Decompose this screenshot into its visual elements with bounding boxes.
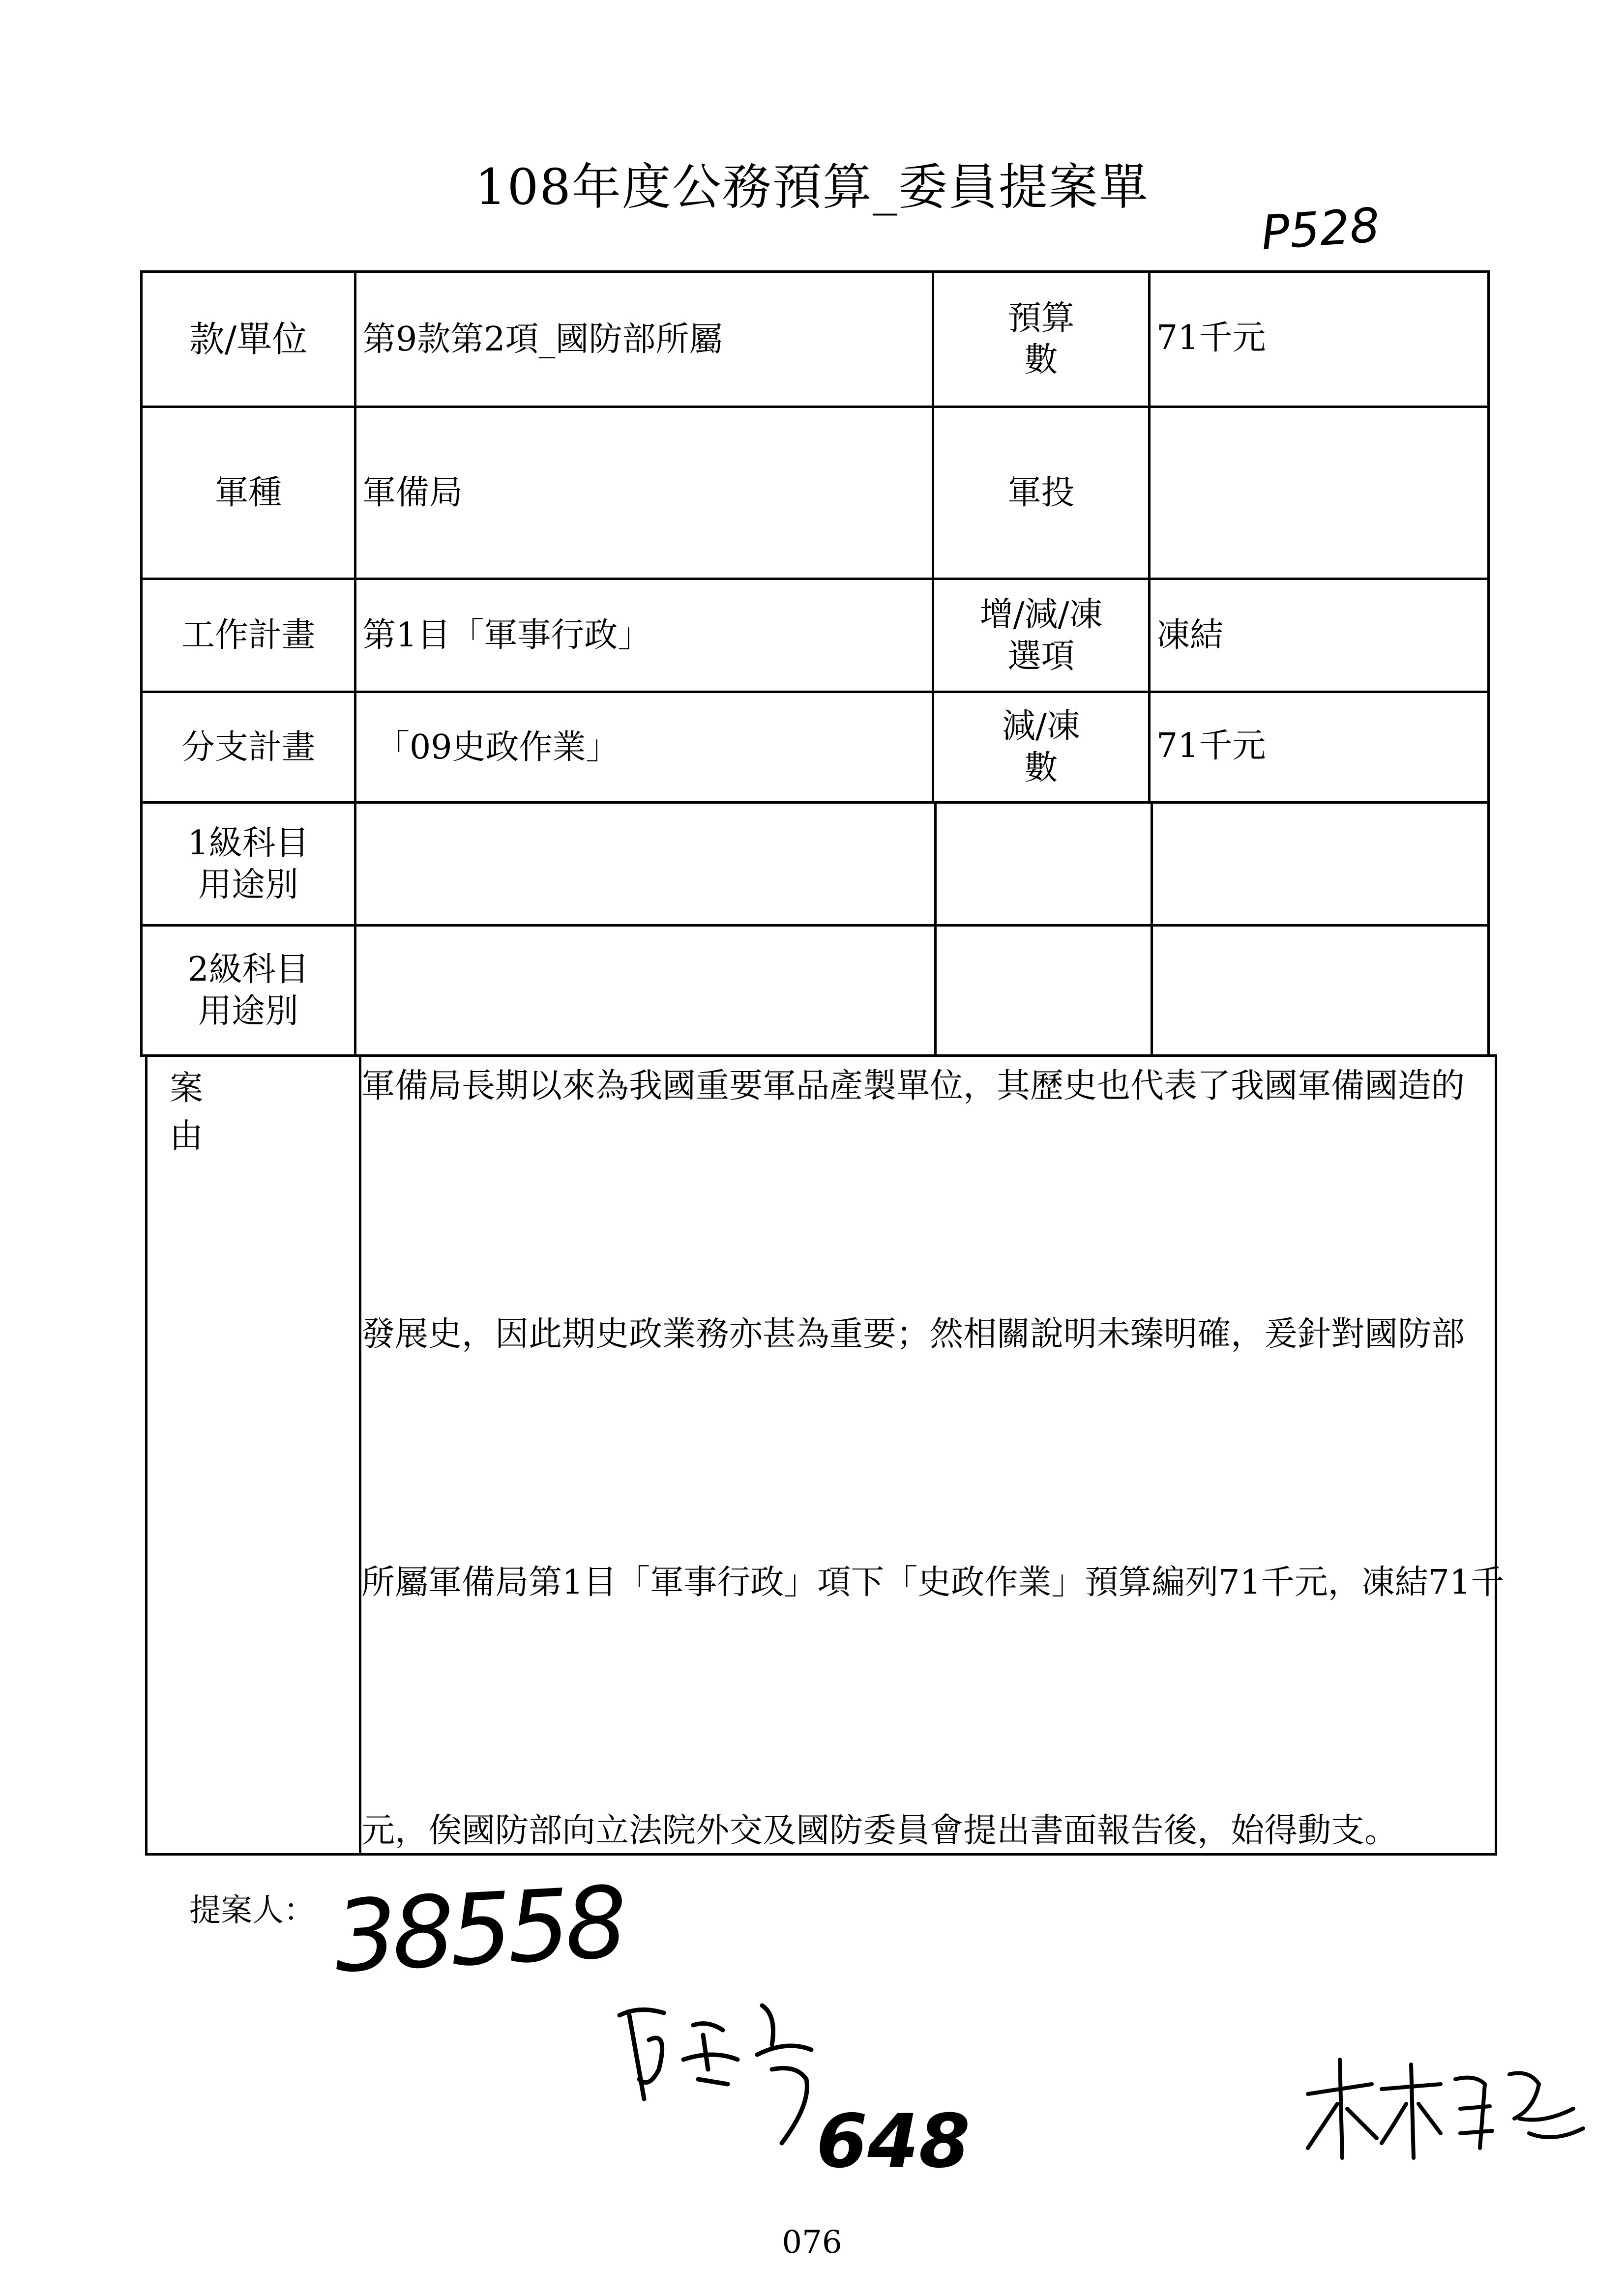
adjustment-option-label: 增/減/凍 選項 [932,578,1151,693]
military-investment-label: 軍投 [932,406,1151,580]
work-plan-label: 工作計畫 [140,578,356,693]
reduction-amount-label: 減/凍 數 [932,691,1151,804]
page-number: 076 [782,2224,842,2261]
reason-label: 案 由 [170,1069,273,1156]
unit-value: 第9款第2項_國防部所屬 [354,270,934,408]
reason-line-3: 所屬軍備局第1目「軍事行政」項下「史政作業」預算編列71千元，凍結71千 [361,1563,1505,1602]
signature-2-drawing [1298,2050,1593,2168]
level2-item-sub-value [1151,924,1490,1057]
level1-item-sub-label [934,801,1153,927]
branch-label: 軍種 [140,406,356,580]
reduction-amount-value: 71千元 [1148,691,1490,804]
level1-item-label: 1級科目 用途別 [140,801,356,927]
adjustment-option-value: 凍結 [1148,578,1490,693]
level1-item-sub-value [1151,801,1490,927]
unit-label: 款/單位 [140,270,356,408]
reason-line-1: 軍備局長期以來為我國重要軍品產製單位，其歷史也代表了我國軍備國造的 [361,1067,1465,1105]
reason-label-cell [145,1054,361,1856]
level2-item-sub-label [934,924,1153,1057]
military-investment-value [1148,406,1490,580]
level2-item-value [354,924,937,1057]
handwritten-proposal-number: 38558 [331,1865,625,1995]
reason-line-2: 發展史，因此期史政業務亦甚為重要；然相關說明未臻明確，爰針對國防部 [361,1315,1465,1354]
budget-amount-label: 預算 數 [932,270,1151,408]
work-plan-value: 第1目「軍事行政」 [354,578,934,693]
proposer-label: 提案人： [189,1892,315,1929]
level1-item-value [354,801,937,927]
reason-text-cell [359,1054,1497,1856]
handwritten-page-reference: P528 [1259,197,1382,261]
sub-plan-value: 「09史政作業」 [354,691,934,804]
budget-amount-value: 71千元 [1148,270,1490,408]
document-title: 108年度公務預算_委員提案單 [475,158,1149,216]
handwritten-count: 648 [816,2099,971,2184]
reason-line-4: 元，俟國防部向立法院外交及國防委員會提出書面報告後，始得動支。 [361,1811,1398,1850]
level2-item-label: 2級科目 用途別 [140,924,356,1057]
branch-value: 軍備局 [354,406,934,580]
sub-plan-label: 分支計畫 [140,691,356,804]
